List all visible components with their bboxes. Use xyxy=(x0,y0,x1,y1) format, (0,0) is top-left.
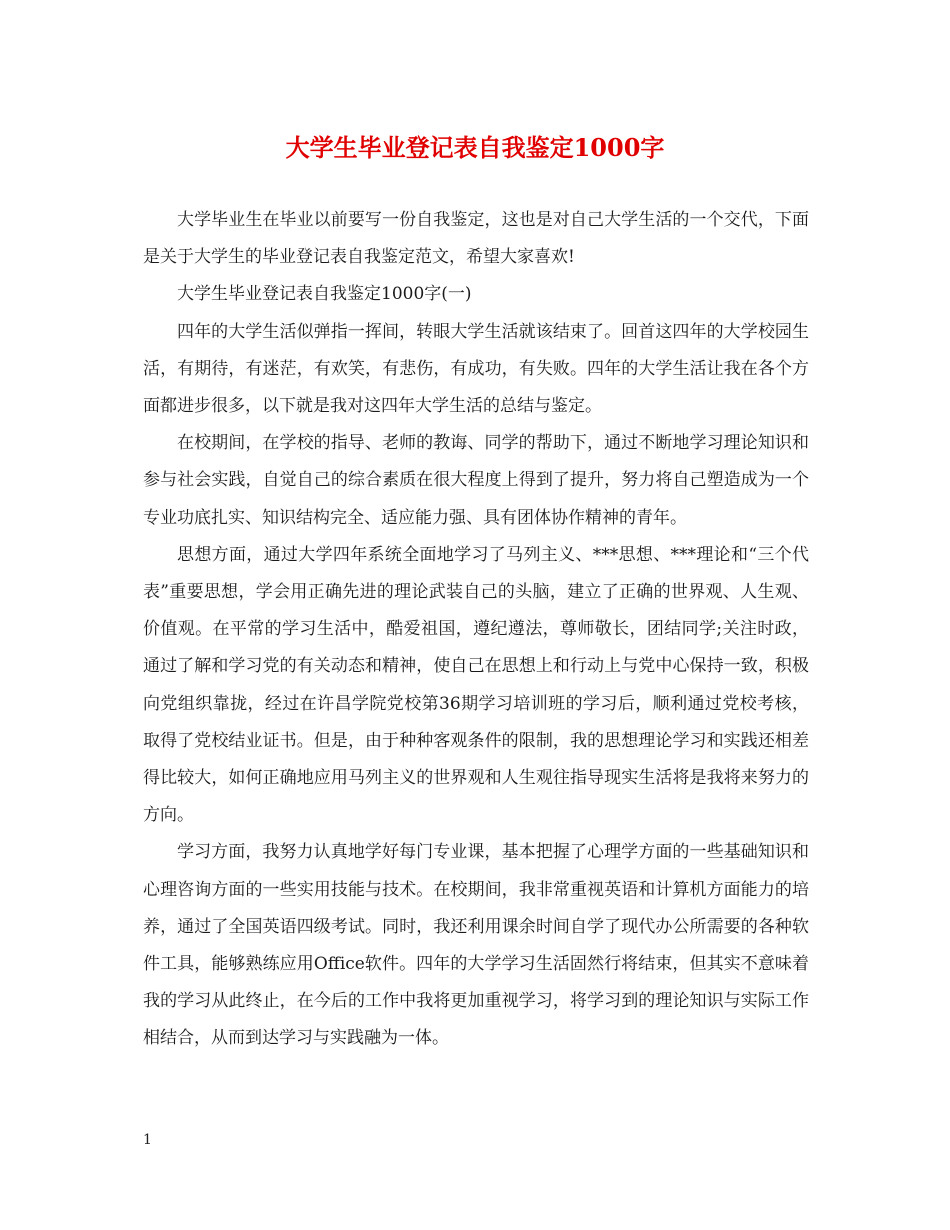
page-number: 1 xyxy=(143,1132,152,1148)
document-title: 大学生毕业登记表自我鉴定1000字 xyxy=(285,133,665,162)
paragraph-overview: 四年的大学生活似弹指一挥间，转眼大学生活就该结束了。回首这四年的大学校园生活，有期待，有迷茫，有欢笑，有悲伤，有成功，有失败。四年的大学生活让我在各个方面都进步很多，以下就是我对这四年大学生活的总结与鉴定。 xyxy=(143,321,809,417)
paragraph-intro: 大学毕业生在毕业以前要写一份自我鉴定，这也是对自己大学生活的一个交代，下面是关于大学生的毕业登记表自我鉴定范文，希望大家喜欢! xyxy=(143,210,809,268)
paragraph-school-period: 在校期间，在学校的指导、老师的教诲、同学的帮助下，通过不断地学习理论知识和参与社会实践，自觉自己的综合素质在很大程度上得到了提升，努力将自己塑造成为一个专业功底扎实、知识结构完全、适应能力强、具有团体协作精神的青年。 xyxy=(143,433,809,528)
paragraph-subtitle: 大学生毕业登记表自我鉴定1000字(一) xyxy=(177,284,472,305)
paragraph-study: 学习方面，我努力认真地学好每门专业课，基本把握了心理学方面的一些基础知识和心理咨询方面的一些实用技能与技术。在校期间，我非常重视英语和计算机方面能力的培养，通过了全国英语四级考试。同时，我还利用课余时间自学了现代办公所需要的各种软件工具，能够熟练应用Office软件。四年的大学学习生活固然行将结束，但其实不意味着我的学习从此终止，在今后的工作中我将更加重视学习，将学习到的理论知识与实际工作相结合，从而到达学习与实践融为一体。 xyxy=(143,842,809,1049)
document-body xyxy=(143,202,809,1058)
paragraph-ideology: 思想方面，通过大学四年系统全面地学习了马列主义、***思想、***理论和“三个代表”重要思想，学会用正确先进的理论武装自己的头脑，建立了正确的世界观、人生观、价值观。在平常的学习生活中，酷爱祖国，遵纪遵法，尊师敬长，团结同学;关注时政，通过了解和学习党的有关动态和精神，使自己在思想上和行动上与党中心保持一致，积极向党组织靠拢，经过在许昌学院党校第36期学习培训班的学习后，顺利通过党校考核，取得了党校结业证书。但是，由于种种客观条件的限制，我的思想理论学习和实践还相差得比较大，如何正确地应用马列主义的世界观和人生观往指导现实生活将是我将来努力的方向。 xyxy=(143,544,809,826)
